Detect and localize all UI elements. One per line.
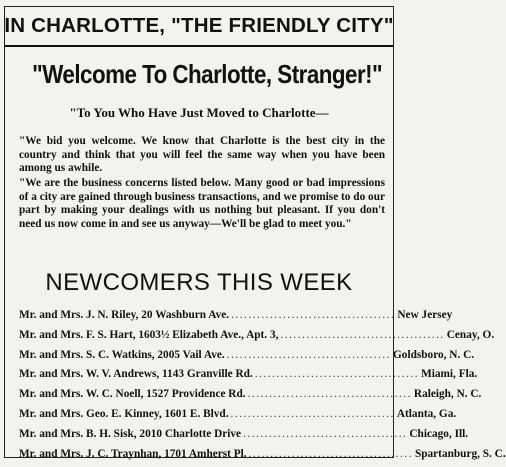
newcomer-name: Mr. and Mrs. B. H. Sisk, 2010 Charlotte Drive [19,427,242,440]
newcomer-row [19,388,482,408]
newcomer-origin: Raleigh, N. C. [413,388,482,401]
newcomer-origin: Spartanburg, S. C. [414,447,506,460]
newcomer-name: Mr. and Mrs. W. C. Noell, 1527 Providence Rd. [19,388,246,401]
newcomer-row [19,309,453,329]
newcomer-row [19,427,469,448]
newcomer-origin: New Jersey [397,309,453,321]
newcomer-name: Mr. and Mrs. S. C. Watkins, 2005 Vail Ave. [19,348,225,361]
business-paragraph: "We are the business concerns listed below. Many good or bad impressions of a city are gained through business transactions, and we promise to do our part by making your dealings with us nothing but pleasant. If you don't need us now come in and see us anyway—We'll be glad to meet you." [19,177,385,230]
newcomer-origin: Cenay, O. [446,328,495,341]
newcomer-row [19,447,506,467]
newcomer-row [19,407,457,428]
newcomer-origin: Goldsboro, N. C. [393,348,475,361]
leader-dots: ...................................... [280,328,445,341]
newcomer-row [19,368,478,388]
leader-dots: ...................................... [230,407,395,420]
newcomer-name: Mr. and Mrs. J. N. Riley, 20 Washburn Ave. [19,309,230,321]
newcomer-origin: Atlanta, Ga. [396,407,457,420]
leader-dots: ...................................... [243,427,408,440]
newcomers-section-title: NEWCOMERS THIS WEEK [45,269,353,296]
newcomer-name: Mr. and Mrs. F. S. Hart, 1603½ Elizabeth Ave., Apt. 3, [19,328,279,341]
leader-dots: ...................................... [247,388,412,401]
newcomer-row [19,348,475,369]
subheading: "To You Who Have Just Moved to Charlotte— [69,105,329,120]
newcomer-name: Mr. and Mrs. Geo. E. Kinney, 1601 E. Blvd. [19,407,229,420]
clipping-frame [4,6,506,460]
leader-dots: ...................................... [254,368,420,381]
welcome-paragraph: "We bid you welcome. We know that Charlotte is the best city in the country and think that you will feel the same way when you have been among us awhile. [19,135,385,174]
newcomer-row [19,328,495,349]
leader-dots: ...................................... [231,309,396,321]
welcome-headline: "Welcome To Charlotte, Stranger!" [32,59,383,89]
banner-heading: IN CHARLOTTE, "THE FRIENDLY CITY" [5,7,393,47]
leader-dots: ...................................... [248,447,413,460]
newcomer-name: Mr. and Mrs. W. V. Andrews, 1143 Granville Rd. [19,368,253,381]
leader-dots: ...................................... [226,348,392,361]
newcomers-list [19,309,506,467]
newcomer-name: Mr. and Mrs. J. C. Traynhan, 1701 Amherst Pl. [19,447,247,460]
newcomer-origin: Miami, Fla. [421,368,478,381]
newcomer-origin: Chicago, Ill. [409,427,469,440]
